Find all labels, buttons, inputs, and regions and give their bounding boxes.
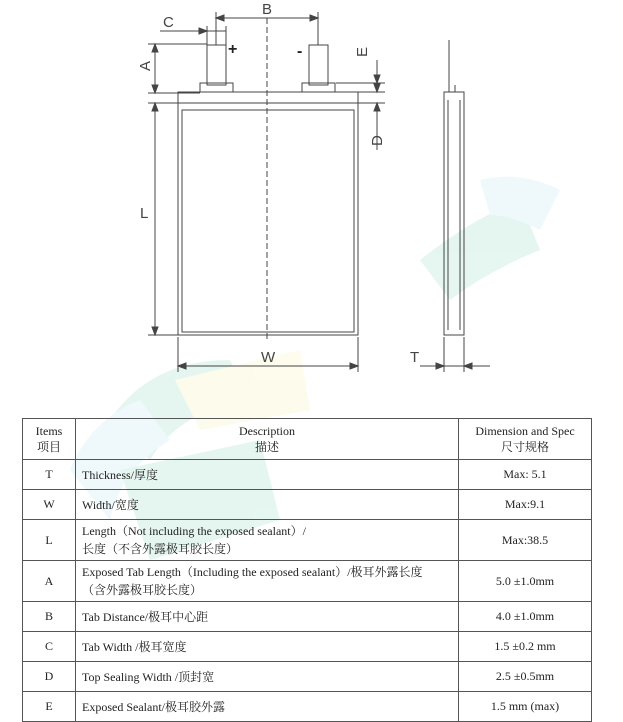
item-spec-value: 4.0 ±1.0mm: [459, 602, 592, 632]
item-spec-value: 1.5 ±0.2 mm: [459, 632, 592, 662]
item-code: W: [23, 490, 76, 520]
table-row: [23, 520, 592, 561]
label-C: C: [163, 14, 174, 31]
positive-tab: [207, 45, 226, 85]
item-spec-value: Max:9.1: [459, 490, 592, 520]
label-L: L: [140, 205, 149, 222]
item-code: B: [23, 602, 76, 632]
header-description: Description 描述: [76, 419, 459, 460]
item-code: E: [23, 692, 76, 722]
item-code: C: [23, 632, 76, 662]
item-spec-value: Max: 5.1: [459, 460, 592, 490]
label-plus: +: [228, 41, 238, 58]
item-spec-value: 2.5 ±0.5mm: [459, 662, 592, 692]
item-code: T: [23, 460, 76, 490]
negative-tab-sealant: [302, 83, 335, 92]
item-code: A: [23, 561, 76, 602]
item-description: Thickness/厚度: [76, 460, 459, 490]
table-row: [23, 561, 592, 602]
table-row: [23, 602, 592, 632]
table-row: [23, 460, 592, 490]
label-D: D: [369, 135, 386, 146]
table-row: [23, 662, 592, 692]
item-spec-value: 1.5 mm (max): [459, 692, 592, 722]
item-description: Top Sealing Width /顶封宽: [76, 662, 459, 692]
label-T: T: [410, 349, 420, 366]
side-view-body: [444, 92, 464, 335]
item-spec-value: Max:38.5: [459, 520, 592, 561]
spec-table: [22, 418, 592, 722]
label-E: E: [354, 46, 371, 57]
item-code: L: [23, 520, 76, 561]
item-description: Width/宽度: [76, 490, 459, 520]
table-row: [23, 490, 592, 520]
item-description: Exposed Sealant/极耳胶外露: [76, 692, 459, 722]
header-dimension-spec: Dimension and Spec 尺寸规格: [459, 419, 592, 460]
header-items: Items 项目: [23, 419, 76, 460]
label-A: A: [137, 60, 154, 71]
positive-tab-sealant: [200, 83, 233, 92]
label-minus: -: [297, 43, 303, 60]
negative-tab: [309, 45, 328, 85]
item-code: D: [23, 662, 76, 692]
item-description: Exposed Tab Length（Including the exposed sealant）/极耳外露长度 （含外露极耳胶长度）: [76, 561, 459, 602]
table-row: [23, 632, 592, 662]
battery-body-inner: [182, 110, 354, 332]
table-row: [23, 692, 592, 722]
item-spec-value: 5.0 ±1.0mm: [459, 561, 592, 602]
item-description: Tab Distance/极耳中心距: [76, 602, 459, 632]
battery-body-outer: [178, 103, 358, 335]
item-description: Tab Width /极耳宽度: [76, 632, 459, 662]
label-B: B: [262, 1, 273, 18]
label-W: W: [261, 349, 276, 366]
top-seal: [178, 92, 358, 103]
item-description: Length（Not including the exposed sealant）/ 长度（不含外露极耳胶长度）: [76, 520, 459, 561]
spec-table-header: [23, 419, 592, 460]
